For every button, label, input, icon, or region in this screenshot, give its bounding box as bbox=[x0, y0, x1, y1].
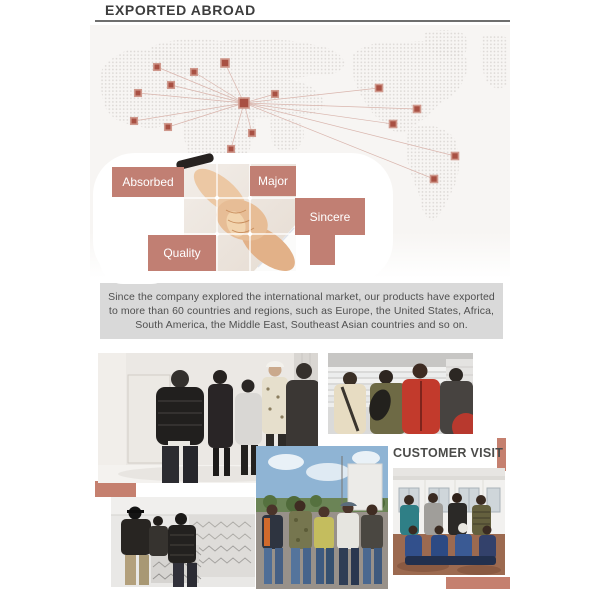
destination-marker bbox=[168, 82, 175, 89]
destination-marker bbox=[239, 98, 249, 108]
tile-absorbed bbox=[112, 167, 184, 197]
destination-marker bbox=[135, 90, 142, 97]
tile-major bbox=[250, 166, 296, 196]
photo-panel-factory bbox=[328, 353, 473, 434]
tile-sincere-label: Sincere bbox=[309, 209, 351, 224]
destination-marker bbox=[154, 64, 161, 71]
description-line-1: Since the company explored the international market, our products have exported bbox=[108, 291, 495, 303]
tile-quality bbox=[148, 235, 216, 271]
destination-marker bbox=[228, 146, 235, 153]
tile-blank bbox=[310, 235, 335, 265]
destination-marker bbox=[414, 106, 421, 113]
photo-site-group bbox=[256, 446, 388, 589]
customer-visit-heading: CUSTOMER VISIT bbox=[393, 446, 504, 460]
destination-marker bbox=[221, 59, 229, 67]
photo-container-house-group bbox=[393, 468, 505, 575]
destination-marker bbox=[431, 176, 438, 183]
accent-rect-bottom-right bbox=[446, 577, 510, 589]
destination-marker bbox=[272, 91, 279, 98]
export-description bbox=[100, 283, 503, 339]
tile-sincere bbox=[295, 198, 365, 235]
page-title: EXPORTED ABROAD bbox=[105, 2, 256, 18]
title-underline bbox=[95, 20, 510, 22]
description-line-2: to more than 60 countries and regions, such as Europe, the United States, Africa, bbox=[108, 305, 495, 317]
tile-absorbed-label: Absorbed bbox=[122, 175, 174, 189]
description-line-3: South America, the Middle East, Southeast Asian countries and so on. bbox=[135, 319, 468, 331]
accent-rect-left bbox=[95, 481, 136, 497]
destination-marker bbox=[191, 69, 198, 76]
destination-marker bbox=[390, 121, 397, 128]
destination-marker bbox=[452, 153, 459, 160]
photo-warehouse-inspection bbox=[111, 497, 255, 587]
destination-marker bbox=[376, 85, 383, 92]
destination-marker bbox=[249, 130, 256, 137]
tile-major-label: Major bbox=[257, 174, 288, 188]
destination-marker bbox=[131, 118, 138, 125]
destination-marker bbox=[165, 124, 172, 131]
tile-quality-label: Quality bbox=[163, 246, 201, 260]
